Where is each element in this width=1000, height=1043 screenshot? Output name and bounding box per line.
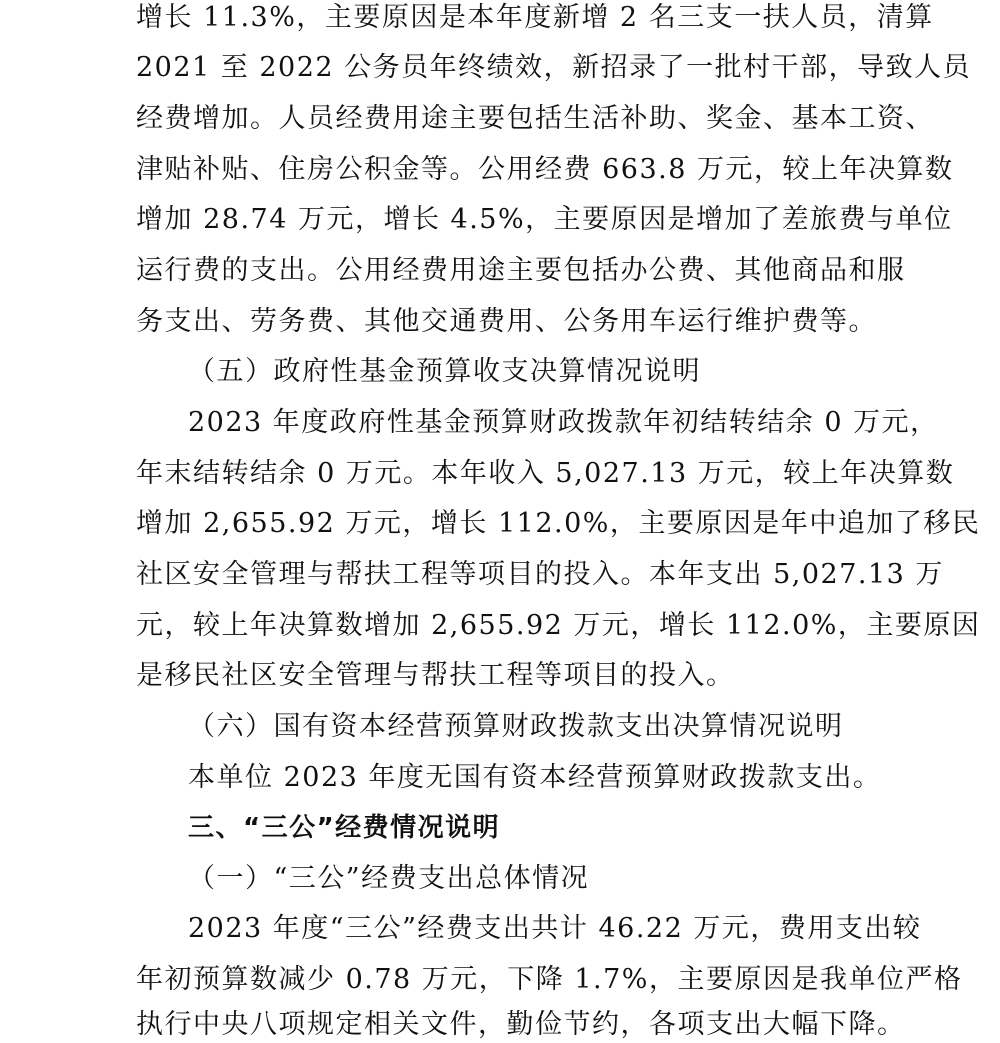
paragraph-line: 本单位 2023 年度无国有资本经营预算财政拨款支出。	[188, 762, 882, 793]
section-title: 三、“三公”经费情况说明	[188, 813, 501, 843]
paragraph-line: 是移民社区安全管理与帮扶工程等项目的投入。	[136, 660, 735, 691]
paragraph-line: 务支出、劳务费、其他交通费用、公务用车运行维护费等。	[136, 306, 877, 337]
paragraph-line: 2023 年度“三公”经费支出共计 46.22 万元，费用支出较	[188, 913, 922, 944]
section-heading: （一）“三公”经费支出总体情况	[188, 863, 590, 894]
paragraph-line: 2021 至 2022 公务员年终绩效，新招录了一批村干部，导致人员	[136, 52, 972, 83]
paragraph-line: 年末结转结余 0 万元。本年收入 5,027.13 万元，较上年决算数	[136, 458, 955, 489]
paragraph-line: 经费增加。人员经费用途主要包括生活补助、奖金、基本工资、	[136, 103, 934, 134]
section-heading: （六）国有资本经营预算财政拨款支出决算情况说明	[188, 711, 844, 742]
paragraph-line: 元，较上年决算数增加 2,655.92 万元，增长 112.0%，主要原因	[136, 610, 981, 641]
paragraph-line: 运行费的支出。公用经费用途主要包括办公费、其他商品和服	[136, 255, 906, 286]
paragraph-line: 增加 2,655.92 万元，增长 112.0%，主要原因是年中追加了移民	[136, 508, 981, 539]
paragraph-line: 增加 28.74 万元，增长 4.5%，主要原因是增加了差旅费与单位	[136, 204, 953, 235]
paragraph-line: 2023 年度政府性基金预算财政拨款年初结转结余 0 万元，	[188, 407, 939, 438]
paragraph-line: 社区安全管理与帮扶工程等项目的投入。本年支出 5,027.13 万	[136, 559, 944, 590]
paragraph-line: 津贴补贴、住房公积金等。公用经费 663.8 万元，较上年决算数	[136, 154, 954, 185]
section-heading: （五）政府性基金预算收支决算情况说明	[188, 356, 701, 387]
paragraph-line: 年初预算数减少 0.78 万元，下降 1.7%，主要原因是我单位严格	[136, 964, 963, 995]
paragraph-line: 执行中央八项规定相关文件，勤俭节约，各项支出大幅下降。	[136, 1009, 906, 1040]
paragraph-line: 增长 11.3%，主要原因是本年度新增 2 名三支一扶人员，清算	[136, 2, 934, 33]
